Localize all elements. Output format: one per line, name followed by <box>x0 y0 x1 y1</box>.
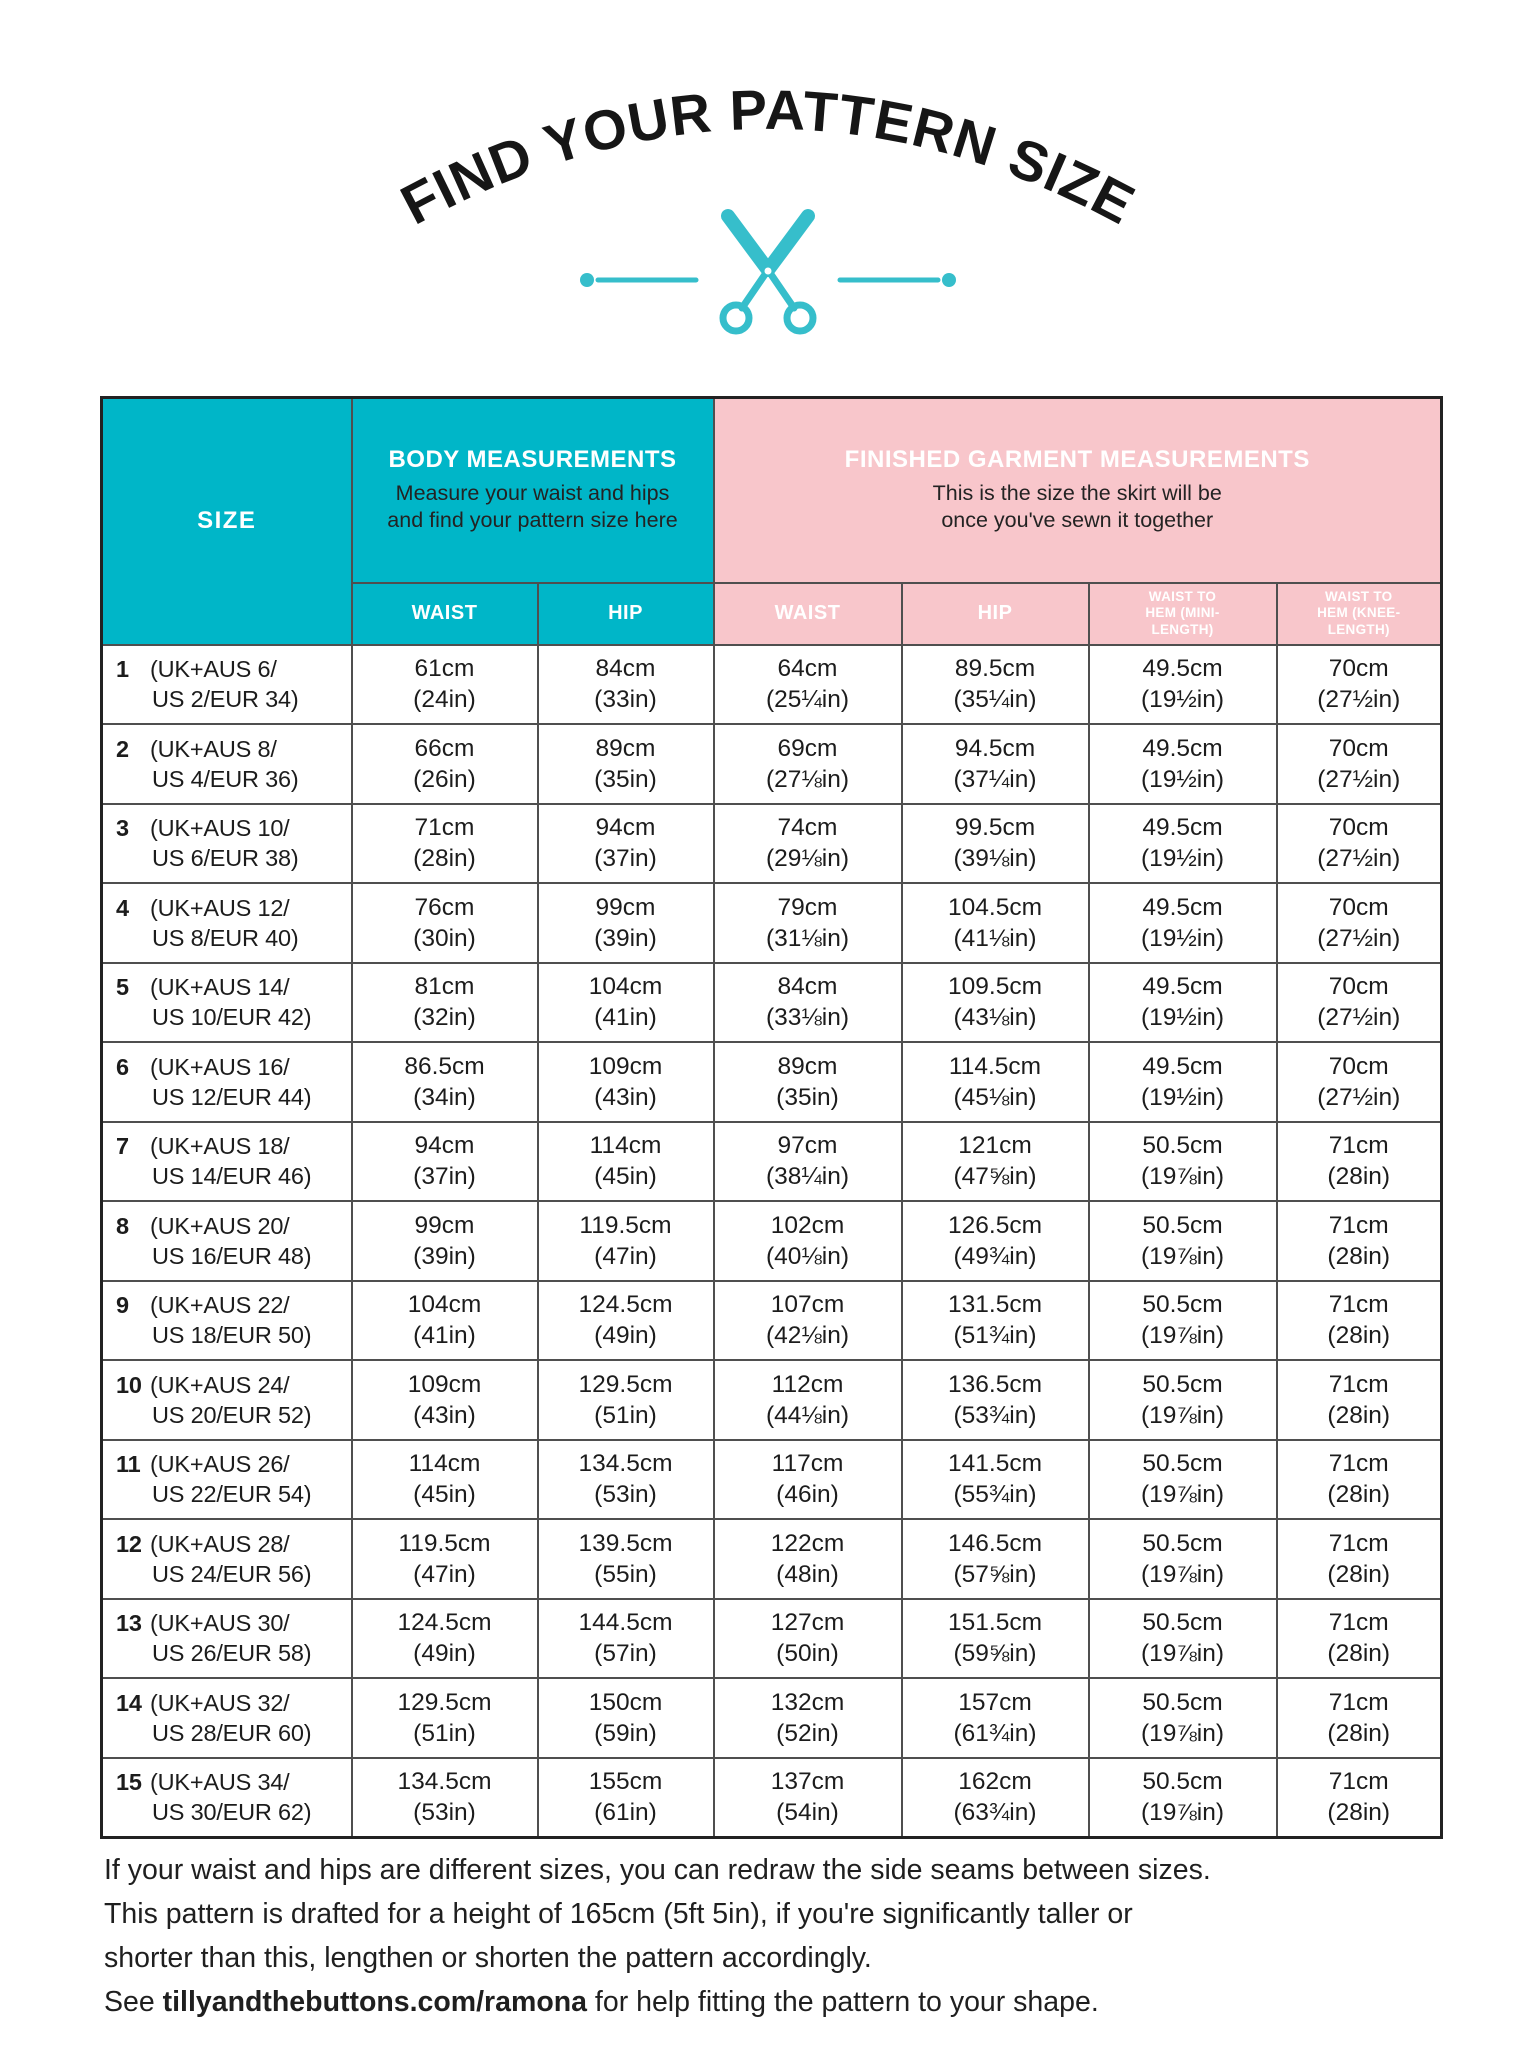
size-cell <box>102 963 352 1043</box>
body-waist-cell: 104cm (41in) <box>352 1281 538 1361</box>
garment-hip-cell: 109.5cm (43⅛in) <box>902 963 1089 1043</box>
size-label-line1: (UK+AUS 20/ <box>150 1212 290 1239</box>
size-number: 6 <box>116 1053 129 1080</box>
footer-line-4: See tillyandthebuttons.com/ramona for help fitting the pattern to your shape. <box>104 1986 1099 2018</box>
size-chart-table <box>100 396 1443 1839</box>
size-number: 1 <box>116 656 129 683</box>
hem-mini-cell: 49.5cm (19½in) <box>1089 883 1277 963</box>
body-waist-cell: 81cm (32in) <box>352 963 538 1043</box>
body-hip-cell: 84cm (33in) <box>538 645 714 725</box>
garment-hip-cell: 157cm (61¾in) <box>902 1678 1089 1758</box>
garment-waist-cell: 122cm (48in) <box>714 1519 902 1599</box>
size-number: 9 <box>116 1292 129 1319</box>
garment-waist-cell: 137cm (54in) <box>714 1758 902 1838</box>
garment-waist-cell: 79cm (31⅛in) <box>714 883 902 963</box>
garment-hip-cell: 126.5cm (49¾in) <box>902 1201 1089 1281</box>
size-label-line2: US 24/EUR 56) <box>152 1560 312 1587</box>
table-row <box>102 1122 1442 1202</box>
body-waist-cell: 99cm (39in) <box>352 1201 538 1281</box>
size-cell <box>102 1122 352 1202</box>
hem-knee-cell: 71cm (28in) <box>1277 1440 1442 1520</box>
garment-waist-cell: 102cm (40⅛in) <box>714 1201 902 1281</box>
body-hip-cell: 124.5cm (49in) <box>538 1281 714 1361</box>
hem-knee-cell: 71cm (28in) <box>1277 1678 1442 1758</box>
body-hip-header: HIP <box>538 583 714 645</box>
body-hip-cell: 129.5cm (51in) <box>538 1360 714 1440</box>
garment-hip-cell: 114.5cm (45⅛in) <box>902 1042 1089 1122</box>
size-cell <box>102 1678 352 1758</box>
divider-line-left <box>580 273 696 287</box>
size-label-line2: US 2/EUR 34) <box>152 686 299 713</box>
body-waist-cell: 124.5cm (49in) <box>352 1599 538 1679</box>
body-hip-cell: 155cm (61in) <box>538 1758 714 1838</box>
size-label-line1: (UK+AUS 18/ <box>150 1133 290 1160</box>
body-waist-cell: 94cm (37in) <box>352 1122 538 1202</box>
hem-mini-cell: 50.5cm (19⅞in) <box>1089 1519 1277 1599</box>
hem-mini-cell: 50.5cm (19⅞in) <box>1089 1758 1277 1838</box>
body-hip-cell: 139.5cm (55in) <box>538 1519 714 1599</box>
size-label-line2: US 26/EUR 58) <box>152 1640 312 1667</box>
body-hip-cell: 134.5cm (53in) <box>538 1440 714 1520</box>
size-label-line2: US 16/EUR 48) <box>152 1242 312 1269</box>
garment-measurements-title: FINISHED GARMENT MEASUREMENTS <box>844 446 1310 474</box>
hem-mini-cell: 49.5cm (19½in) <box>1089 804 1277 884</box>
size-label-line2: US 14/EUR 46) <box>152 1163 312 1190</box>
garment-waist-cell: 107cm (42⅛in) <box>714 1281 902 1361</box>
body-measurements-subtitle: Measure your waist and hips and find your pattern size here <box>387 481 678 533</box>
hem-knee-cell: 70cm (27½in) <box>1277 963 1442 1043</box>
body-hip-cell: 119.5cm (47in) <box>538 1201 714 1281</box>
garment-hip-header: HIP <box>902 583 1089 645</box>
table-row <box>102 1042 1442 1122</box>
size-column-header: SIZE <box>102 398 352 645</box>
hem-mini-cell: 50.5cm (19⅞in) <box>1089 1440 1277 1520</box>
hem-knee-cell: 71cm (28in) <box>1277 1122 1442 1202</box>
size-label-line1: (UK+AUS 6/ <box>150 656 277 683</box>
footer-notes <box>104 1848 1464 2024</box>
table-row <box>102 1599 1442 1679</box>
size-cell <box>102 1599 352 1679</box>
size-label-line1: (UK+AUS 22/ <box>150 1292 290 1319</box>
size-label-line2: US 4/EUR 36) <box>152 765 299 792</box>
garment-hip-cell: 121cm (47⅝in) <box>902 1122 1089 1202</box>
hem-knee-cell: 71cm (28in) <box>1277 1758 1442 1838</box>
size-label-line2: US 28/EUR 60) <box>152 1719 312 1746</box>
hem-knee-cell: 70cm (27½in) <box>1277 1042 1442 1122</box>
body-hip-cell: 89cm (35in) <box>538 724 714 804</box>
body-hip-cell: 144.5cm (57in) <box>538 1599 714 1679</box>
body-measurements-title: BODY MEASUREMENTS <box>388 446 677 474</box>
size-number: 5 <box>116 974 129 1001</box>
garment-hip-cell: 104.5cm (41⅛in) <box>902 883 1089 963</box>
garment-hip-cell: 146.5cm (57⅝in) <box>902 1519 1089 1599</box>
size-label-line2: US 8/EUR 40) <box>152 924 299 951</box>
waist-to-hem-mini-header: WAIST TO HEM (MINI- LENGTH) <box>1089 583 1277 645</box>
garment-waist-cell: 117cm (46in) <box>714 1440 902 1520</box>
body-hip-cell: 150cm (59in) <box>538 1678 714 1758</box>
garment-hip-cell: 89.5cm (35¼in) <box>902 645 1089 725</box>
body-waist-cell: 109cm (43in) <box>352 1360 538 1440</box>
body-hip-cell: 94cm (37in) <box>538 804 714 884</box>
table-row <box>102 963 1442 1043</box>
size-label-line2: US 18/EUR 50) <box>152 1322 312 1349</box>
hem-mini-cell: 49.5cm (19½in) <box>1089 963 1277 1043</box>
garment-waist-cell: 89cm (35in) <box>714 1042 902 1122</box>
garment-hip-cell: 141.5cm (55¾in) <box>902 1440 1089 1520</box>
size-label-line1: (UK+AUS 24/ <box>150 1371 290 1398</box>
hem-knee-cell: 70cm (27½in) <box>1277 724 1442 804</box>
table-row <box>102 1678 1442 1758</box>
size-label-line2: US 10/EUR 42) <box>152 1004 312 1031</box>
table-row <box>102 1758 1442 1838</box>
body-hip-cell: 109cm (43in) <box>538 1042 714 1122</box>
hem-knee-cell: 71cm (28in) <box>1277 1201 1442 1281</box>
body-waist-cell: 76cm (30in) <box>352 883 538 963</box>
garment-hip-cell: 136.5cm (53¾in) <box>902 1360 1089 1440</box>
table-row <box>102 804 1442 884</box>
body-waist-cell: 119.5cm (47in) <box>352 1519 538 1599</box>
hem-knee-cell: 70cm (27½in) <box>1277 804 1442 884</box>
size-cell <box>102 645 352 725</box>
size-number: 4 <box>116 894 129 921</box>
scissors-divider <box>578 208 958 340</box>
hem-knee-cell: 71cm (28in) <box>1277 1281 1442 1361</box>
size-number: 8 <box>116 1212 129 1239</box>
size-cell <box>102 724 352 804</box>
hem-knee-cell: 71cm (28in) <box>1277 1360 1442 1440</box>
hem-mini-cell: 50.5cm (19⅞in) <box>1089 1281 1277 1361</box>
size-cell <box>102 1519 352 1599</box>
table-row <box>102 1281 1442 1361</box>
hem-mini-cell: 50.5cm (19⅞in) <box>1089 1201 1277 1281</box>
garment-waist-cell: 74cm (29⅛in) <box>714 804 902 884</box>
size-cell <box>102 1360 352 1440</box>
size-label-line1: (UK+AUS 16/ <box>150 1053 290 1080</box>
garment-waist-cell: 84cm (33⅛in) <box>714 963 902 1043</box>
size-number: 14 <box>116 1689 142 1716</box>
garment-hip-cell: 131.5cm (51¾in) <box>902 1281 1089 1361</box>
size-label-line1: (UK+AUS 12/ <box>150 894 290 921</box>
hem-mini-cell: 50.5cm (19⅞in) <box>1089 1360 1277 1440</box>
size-label-line1: (UK+AUS 10/ <box>150 815 290 842</box>
size-cell <box>102 883 352 963</box>
hem-mini-cell: 49.5cm (19½in) <box>1089 1042 1277 1122</box>
garment-hip-cell: 151.5cm (59⅝in) <box>902 1599 1089 1679</box>
scissors-icon <box>723 216 813 331</box>
waist-to-hem-knee-header: WAIST TO HEM (KNEE- LENGTH) <box>1277 583 1442 645</box>
garment-waist-header: WAIST <box>714 583 902 645</box>
page-title: FIND YOUR PATTERN SIZE <box>390 77 1146 237</box>
body-waist-cell: 134.5cm (53in) <box>352 1758 538 1838</box>
table-row <box>102 1440 1442 1520</box>
size-label-line1: (UK+AUS 32/ <box>150 1689 290 1716</box>
size-number: 7 <box>116 1133 129 1160</box>
size-label-line1: (UK+AUS 8/ <box>150 735 277 762</box>
garment-hip-cell: 162cm (63¾in) <box>902 1758 1089 1838</box>
table-row <box>102 724 1442 804</box>
hem-knee-cell: 70cm (27½in) <box>1277 645 1442 725</box>
size-label-line2: US 6/EUR 38) <box>152 845 299 872</box>
garment-waist-cell: 97cm (38¼in) <box>714 1122 902 1202</box>
garment-waist-cell: 112cm (44⅛in) <box>714 1360 902 1440</box>
size-label-line1: (UK+AUS 34/ <box>150 1769 290 1795</box>
size-label-line1: (UK+AUS 28/ <box>150 1530 290 1557</box>
body-waist-cell: 129.5cm (51in) <box>352 1678 538 1758</box>
table-row <box>102 1201 1442 1281</box>
size-number: 11 <box>116 1451 141 1478</box>
divider-line-right <box>840 273 956 287</box>
garment-measurements-header <box>714 398 1442 583</box>
table-row <box>102 1360 1442 1440</box>
hem-mini-cell: 49.5cm (19½in) <box>1089 724 1277 804</box>
size-number: 2 <box>116 735 129 762</box>
size-cell <box>102 1440 352 1520</box>
garment-waist-cell: 69cm (27⅛in) <box>714 724 902 804</box>
hem-mini-cell: 49.5cm (19½in) <box>1089 645 1277 725</box>
hem-mini-cell: 50.5cm (19⅞in) <box>1089 1678 1277 1758</box>
size-number: 10 <box>116 1371 142 1398</box>
size-number: 13 <box>116 1610 142 1637</box>
table-row <box>102 1519 1442 1599</box>
size-cell <box>102 1758 352 1838</box>
size-label-line2: US 30/EUR 62) <box>152 1799 312 1825</box>
size-label-line2: US 20/EUR 52) <box>152 1401 312 1428</box>
table-row <box>102 645 1442 725</box>
garment-waist-cell: 127cm (50in) <box>714 1599 902 1679</box>
body-waist-cell: 61cm (24in) <box>352 645 538 725</box>
size-label-line1: (UK+AUS 14/ <box>150 974 290 1001</box>
body-waist-cell: 71cm (28in) <box>352 804 538 884</box>
garment-hip-cell: 94.5cm (37¼in) <box>902 724 1089 804</box>
size-cell <box>102 804 352 884</box>
size-label-line1: (UK+AUS 26/ <box>150 1451 290 1478</box>
hem-knee-cell: 70cm (27½in) <box>1277 883 1442 963</box>
size-number: 3 <box>116 815 129 842</box>
size-cell <box>102 1281 352 1361</box>
footer-line-1: If your waist and hips are different sizes, you can redraw the side seams between sizes. <box>104 1854 1211 1886</box>
body-measurements-header <box>352 398 714 583</box>
body-waist-cell: 114cm (45in) <box>352 1440 538 1520</box>
hem-knee-cell: 71cm (28in) <box>1277 1519 1442 1599</box>
garment-measurements-subtitle: This is the size the skirt will be once you've sewn it together <box>932 481 1222 533</box>
size-label-line2: US 22/EUR 54) <box>152 1481 312 1508</box>
body-hip-cell: 104cm (41in) <box>538 963 714 1043</box>
size-cell <box>102 1042 352 1122</box>
size-cell <box>102 1201 352 1281</box>
table-row <box>102 883 1442 963</box>
body-hip-cell: 114cm (45in) <box>538 1122 714 1202</box>
size-label-line1: (UK+AUS 30/ <box>150 1610 290 1637</box>
hem-mini-cell: 50.5cm (19⅞in) <box>1089 1599 1277 1679</box>
footer-line-2: This pattern is drafted for a height of 165cm (5ft 5in), if you're significantly taller or <box>104 1898 1133 1930</box>
size-number: 12 <box>116 1530 142 1557</box>
garment-waist-cell: 132cm (52in) <box>714 1678 902 1758</box>
body-waist-cell: 86.5cm (34in) <box>352 1042 538 1122</box>
body-hip-cell: 99cm (39in) <box>538 883 714 963</box>
body-waist-header: WAIST <box>352 583 538 645</box>
garment-waist-cell: 64cm (25¼in) <box>714 645 902 725</box>
size-number: 15 <box>116 1769 142 1795</box>
footer-line-3: shorter than this, lengthen or shorten the pattern accordingly. <box>104 1942 872 1974</box>
body-waist-cell: 66cm (26in) <box>352 724 538 804</box>
hem-knee-cell: 71cm (28in) <box>1277 1599 1442 1679</box>
size-label-line2: US 12/EUR 44) <box>152 1083 312 1110</box>
garment-hip-cell: 99.5cm (39⅛in) <box>902 804 1089 884</box>
hem-mini-cell: 50.5cm (19⅞in) <box>1089 1122 1277 1202</box>
pattern-url: tillyandthebuttons.com/ramona <box>162 1986 588 2018</box>
